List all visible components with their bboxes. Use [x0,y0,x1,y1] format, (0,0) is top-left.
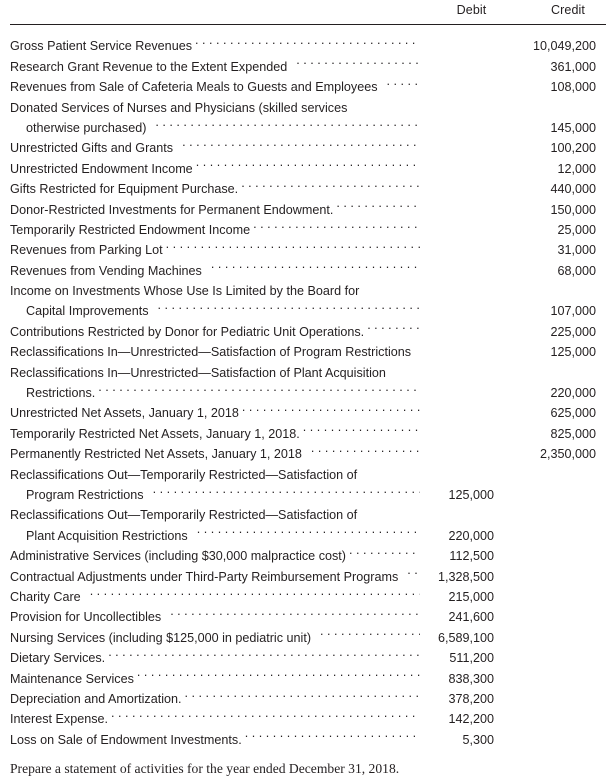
account-label: Contributions Restricted by Donor for Pediatric Unit Operations. [10,324,365,339]
leader-dots [205,254,420,274]
account-label: Reclassifications In—Unrestricted—Satisfaction of Program Restrictions [10,345,412,360]
account-row [10,642,606,666]
credit-amount: 145,000 [550,120,596,135]
credit-amount: 625,000 [550,406,596,421]
account-label: Unrestricted Gifts and Grants [10,141,174,156]
account-label: Temporarily Restricted Endowment Income [10,222,251,237]
account-label: Charity Care [10,589,81,604]
account-label: Gross Patient Service Revenues [10,39,192,54]
leader-dots [152,295,421,315]
account-label: Plant Acquisition Restrictions [26,528,188,543]
account-row [10,723,606,747]
account-label: Revenues from Sale of Cafeteria Meals to Guests and Employees [10,80,378,95]
debit-amount: 378,200 [448,691,494,706]
account-row [10,621,606,645]
debit-amount: 125,000 [448,487,494,502]
account-label: Administrative Services (including $30,000 malpractice cost) [10,549,346,564]
account-row [10,540,606,564]
account-label: Unrestricted Endowment Income [10,161,193,176]
leader-dots [314,621,420,641]
leader-dots [381,71,420,91]
credit-amount: 10,049,200 [532,39,596,54]
debit-amount: 6,589,100 [437,630,494,645]
leader-dots [108,642,420,662]
leader-dots [98,377,420,397]
credit-amount: 68,000 [557,263,596,278]
task-instruction-text: Prepare a statement of activities for the year ended December 31, 2018. [10,760,400,776]
leader-dots [84,581,420,601]
debit-amount: 220,000 [448,528,494,543]
leader-dots [367,315,420,335]
debit-amount: 5,300 [462,732,494,747]
account-label: Donated Services of Nurses and Physicians (skilled services [10,100,348,115]
account-label: Income on Investments Whose Use Is Limited by the Board for [10,284,360,299]
account-label: Program Restrictions [26,487,144,502]
leader-dots [147,479,420,499]
table-header-row [10,0,606,24]
account-row [10,479,606,502]
leader-dots [360,458,420,478]
account-row [10,560,606,584]
leader-dots [111,703,420,723]
account-label: Depreciation and Amortization. [10,691,182,706]
leader-dots [350,91,420,111]
leader-dots [401,560,420,580]
account-label: Gifts Restricted for Equipment Purchase. [10,182,239,197]
account-label: Reclassifications Out—Temporarily Restricted—Satisfaction of [10,508,358,523]
credit-amount: 220,000 [550,386,596,401]
account-row [10,601,606,625]
leader-dots [245,723,420,743]
account-label: Reclassifications In—Unrestricted—Satisfaction of Plant Acquisition [10,365,386,380]
debit-amount: 838,300 [448,671,494,686]
column-header-credit: Credit [551,3,585,17]
leader-dots [196,152,420,172]
credit-amount: 12,000 [557,161,596,176]
column-header-debit: Debit [456,3,487,17]
leader-dots [137,662,420,682]
credit-amount: 25,000 [557,222,596,237]
account-label: Contractual Adjustments under Third-Party Reimbursement Programs [10,569,399,584]
debit-amount: 112,500 [449,549,494,564]
credit-amount: 125,000 [550,345,596,360]
leader-dots [176,132,420,152]
credit-amount: 825,000 [550,426,596,441]
account-label: Provision for Uncollectibles [10,610,162,625]
account-label-cell [10,723,420,750]
account-row [10,519,606,543]
account-row [10,377,606,401]
leader-dots [290,50,420,70]
account-label: Loss on Sale of Endowment Investments. [10,732,242,747]
account-label: Revenues from Parking Lot [10,243,163,258]
debit-amount: 511,200 [449,651,494,666]
leader-dots [389,356,420,376]
account-row [10,295,606,319]
leader-dots [149,112,420,132]
account-row [10,30,606,54]
credit-amount: 100,200 [550,141,596,156]
leader-dots [349,540,420,560]
credit-amount: 107,000 [550,304,596,319]
account-label: Research Grant Revenue to the Extent Expended [10,59,288,74]
account-label: Nursing Services (including $125,000 in pediatric unit) [10,630,312,645]
credit-amount: 31,000 [557,243,596,258]
credit-amount: 225,000 [550,324,596,339]
leader-dots [191,519,420,539]
leader-dots [336,193,420,213]
account-label: Dietary Services. [10,651,106,666]
account-label: Capital Improvements [26,304,149,319]
account-label: Revenues from Vending Machines [10,263,202,278]
leader-dots [303,417,420,437]
leader-dots [362,275,420,295]
account-row [10,703,606,727]
account-label: otherwise purchased) [26,120,147,135]
account-label: Interest Expense. [10,712,109,727]
leader-dots [253,214,420,234]
account-rows-list [10,25,606,747]
account-row [10,662,606,686]
credit-amount: 150,000 [550,202,596,217]
leader-dots [360,499,420,519]
leader-dots [195,30,420,50]
credit-amount: 108,000 [550,80,596,95]
credit-amount: 361,000 [550,59,596,74]
leader-dots [164,601,420,621]
account-row [10,112,606,135]
debit-amount: 241,600 [448,610,494,625]
account-label: Donor-Restricted Investments for Permanent Endowment. [10,202,334,217]
account-label: Temporarily Restricted Net Assets, January 1, 2018. [10,426,300,441]
debit-amount: 1,328,500 [437,569,494,584]
account-row [10,581,606,604]
account-label: Reclassifications Out—Temporarily Restricted—Satisfaction of [10,467,358,482]
leader-dots [241,173,420,193]
leader-dots [242,397,420,417]
credit-amount: 440,000 [550,182,596,197]
debit-amount: 215,000 [448,589,494,604]
leader-dots [166,234,420,254]
leader-dots [185,683,420,703]
credit-amount: 2,350,000 [539,447,596,462]
leader-dots [414,336,420,356]
debit-amount: 142,200 [448,712,494,727]
account-label: Maintenance Services [10,671,134,686]
account-label: Restrictions. [26,386,96,401]
account-row [10,499,606,523]
leader-dots [305,438,420,458]
account-row [10,683,606,706]
account-label: Permanently Restricted Net Assets, January 1, 2018 [10,447,302,462]
account-label: Unrestricted Net Assets, January 1, 2018 [10,406,239,421]
